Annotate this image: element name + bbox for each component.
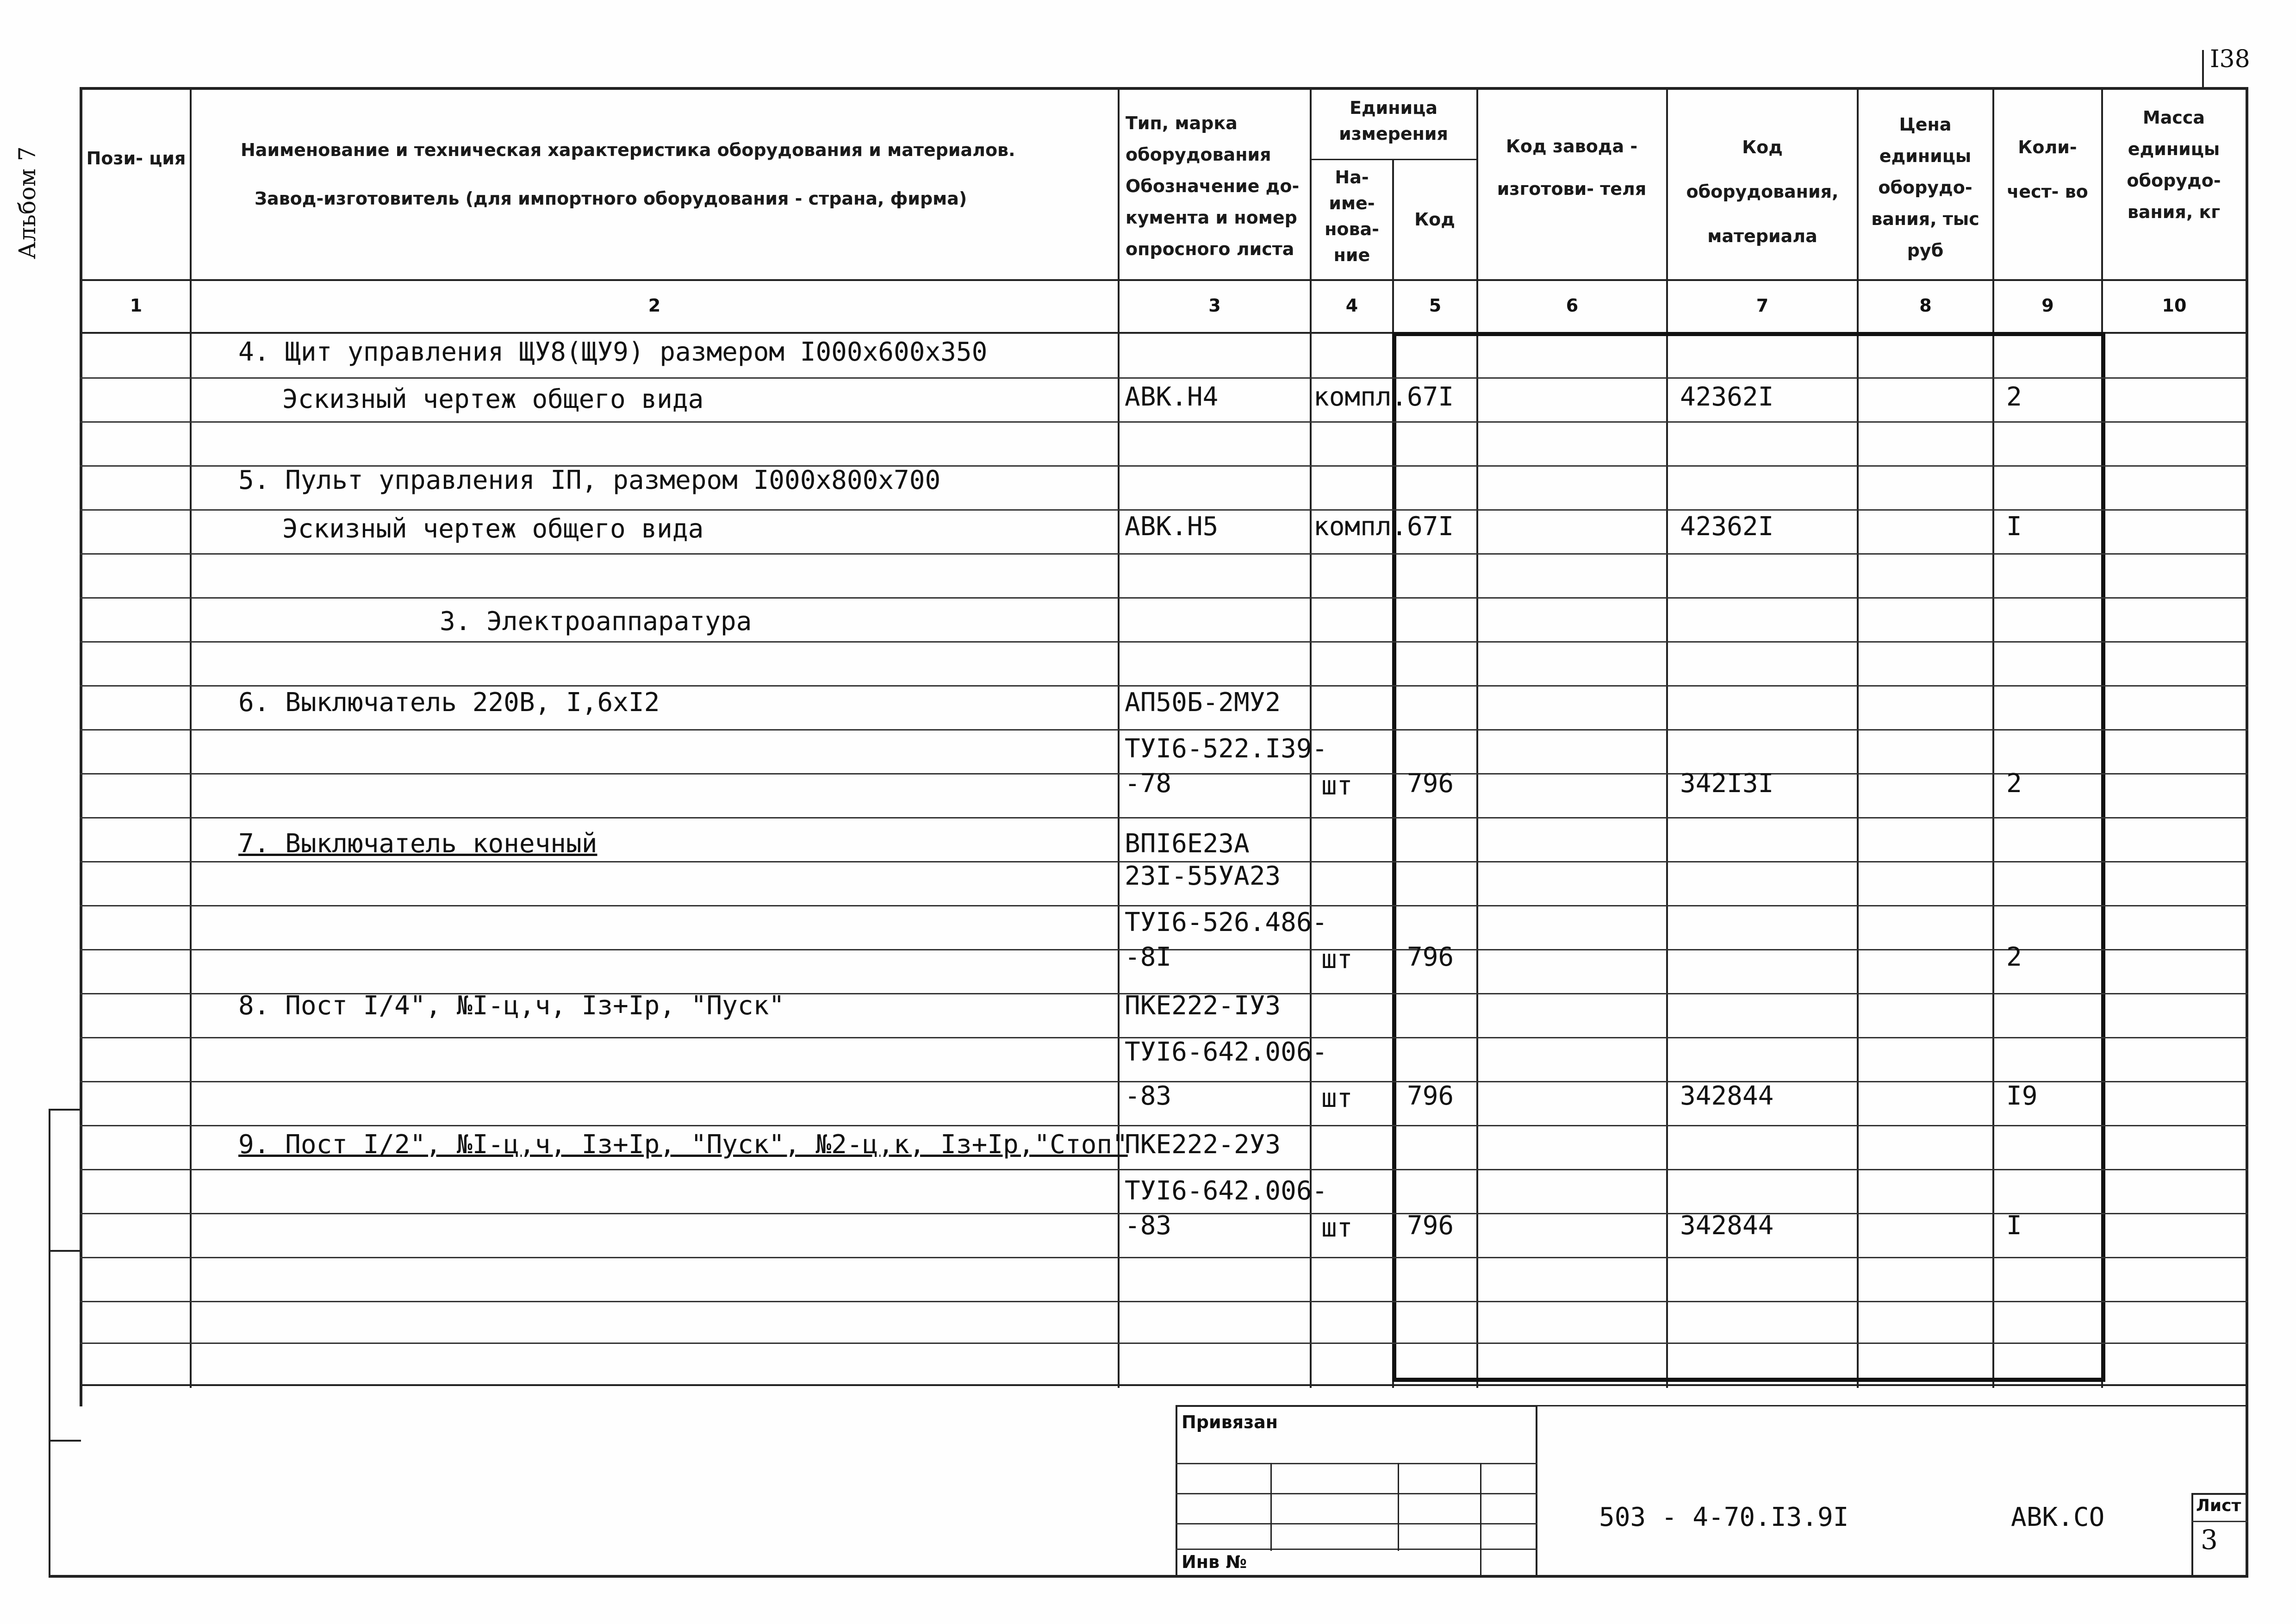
row7-unit: шт bbox=[1321, 944, 1353, 974]
row6-qty: 2 bbox=[2006, 768, 2022, 799]
header-unit-group: Единица измерения bbox=[1339, 98, 1448, 144]
row9-title: 9. Пост I/2", №I-ц,ч, Iз+Iр, "Пуск", №2-ц,к, Iз+Iр,"Стоп" bbox=[238, 1130, 1128, 1160]
row8-type-1: ПКЕ222-IУ3 bbox=[1125, 991, 1281, 1021]
row4-title: 4. Щит управления ЩУ8(ЩУ9) размером I000x600x350 bbox=[238, 337, 988, 367]
colnum-8: 8 bbox=[1919, 295, 1932, 316]
frame-top bbox=[80, 87, 2248, 90]
row-line bbox=[80, 597, 2248, 599]
margin-box-top bbox=[49, 1109, 81, 1111]
row-line bbox=[80, 1125, 2248, 1126]
row4-code: 67I bbox=[1407, 382, 1454, 412]
header-c8: Цена единицы оборудо- вания, тыс руб bbox=[1871, 114, 1979, 261]
row7-type-4: -8I bbox=[1125, 942, 1172, 972]
table-bottom-line bbox=[80, 1384, 2248, 1386]
row9-equip-code: 342844 bbox=[1680, 1211, 1774, 1241]
row-line bbox=[80, 509, 2248, 511]
colnum-4: 4 bbox=[1345, 295, 1358, 316]
row4-unit: компл. bbox=[1313, 382, 1407, 412]
row-line bbox=[80, 421, 2248, 423]
row5-equip-code: 42362I bbox=[1680, 512, 1774, 542]
header-c7: Код оборудования, материала bbox=[1686, 137, 1839, 246]
row4-qty: 2 bbox=[2006, 382, 2022, 412]
header-c6: Код завода - изготови- теля bbox=[1497, 136, 1647, 199]
section-title: 3. Электроаппаратура bbox=[440, 606, 752, 637]
doc-number: 503 - 4-70.I3.9I bbox=[1599, 1502, 1849, 1532]
row5-code: 67I bbox=[1407, 512, 1454, 542]
colnum-7: 7 bbox=[1756, 295, 1769, 316]
row5-title: 5. Пульт управления IП, размером I000x800x700 bbox=[238, 465, 941, 495]
row6-equip-code: 342I3I bbox=[1680, 768, 1774, 799]
stamp-box-vline bbox=[1398, 1463, 1399, 1551]
colnum-3: 3 bbox=[1208, 295, 1221, 316]
margin-left-line bbox=[49, 1109, 50, 1578]
row7-type-1: ВПI6Е23А bbox=[1125, 829, 1250, 859]
margin-box-mid2 bbox=[49, 1440, 81, 1442]
frame-bottom bbox=[49, 1575, 2248, 1578]
row9-type-3: -83 bbox=[1125, 1211, 1172, 1241]
col-line-7 bbox=[1857, 87, 1859, 1388]
col-line-8 bbox=[1992, 87, 1994, 1388]
row7-code: 796 bbox=[1407, 942, 1454, 972]
colnum-2: 2 bbox=[648, 295, 661, 316]
header-c1: Пози- ция bbox=[86, 148, 186, 169]
row-line bbox=[80, 1301, 2248, 1302]
header-c9: Коли- чест- во bbox=[2007, 137, 2088, 202]
row7-type-3: ТУI6-526.486- bbox=[1125, 907, 1328, 937]
row8-type-2: ТУI6-642.006- bbox=[1125, 1037, 1328, 1067]
row-line bbox=[80, 905, 2248, 906]
header-bottom-line bbox=[80, 279, 2248, 281]
row5-qty: I bbox=[2006, 512, 2022, 542]
row-line bbox=[80, 1169, 2248, 1170]
header-c2a: Наименование и техническая характеристика оборудования и материалов. bbox=[241, 140, 1015, 160]
colnum-1: 1 bbox=[130, 295, 143, 316]
stamp-box-line bbox=[1176, 1549, 1537, 1550]
colnum-5: 5 bbox=[1429, 295, 1442, 316]
row9-qty: I bbox=[2006, 1211, 2022, 1241]
row8-code: 796 bbox=[1407, 1081, 1454, 1111]
row5-unit: компл. bbox=[1313, 512, 1407, 542]
row-line bbox=[80, 641, 2248, 643]
row8-unit: шт bbox=[1321, 1083, 1353, 1113]
row-line bbox=[80, 377, 2248, 379]
row7-title: 7. Выключатель конечный bbox=[238, 829, 597, 859]
row9-type-2: ТУI6-642.006- bbox=[1125, 1176, 1328, 1206]
stamp-privyazan: Привязан bbox=[1182, 1412, 1278, 1432]
row-line bbox=[80, 729, 2248, 731]
row6-code: 796 bbox=[1407, 768, 1454, 799]
row9-unit: шт bbox=[1321, 1213, 1353, 1243]
row7-qty: 2 bbox=[2006, 942, 2022, 972]
frame-right bbox=[2246, 87, 2248, 1578]
stamp-box-vline bbox=[1480, 1463, 1481, 1578]
stamp-box-line bbox=[1176, 1523, 1537, 1524]
stamp-box-top bbox=[1176, 1405, 1537, 1407]
row6-type-1: АП50Б-2МУ2 bbox=[1125, 687, 1281, 718]
row6-type-3: -78 bbox=[1125, 768, 1172, 799]
row4-equip-code: 42362I bbox=[1680, 382, 1774, 412]
row6-unit: шт bbox=[1321, 771, 1353, 801]
header-c3: Тип, марка оборудования Обозначение до- кумента и номер опросного листа bbox=[1126, 113, 1300, 259]
row6-type-2: ТУI6-522.I39- bbox=[1125, 734, 1328, 764]
row8-qty: I9 bbox=[2006, 1081, 2038, 1111]
col-line-2 bbox=[1118, 87, 1120, 1388]
row-line bbox=[80, 1257, 2248, 1258]
stamp-inv-no: Инв № bbox=[1182, 1552, 1247, 1572]
thick-top bbox=[1392, 332, 2105, 336]
row6-title: 6. Выключатель 220В, I,6xI2 bbox=[238, 687, 660, 718]
album-label: Альбом 7 bbox=[14, 146, 41, 259]
list-number: 3 bbox=[2201, 1524, 2218, 1555]
row-line bbox=[80, 817, 2248, 818]
row4-type: АВК.Н4 bbox=[1125, 382, 1219, 412]
colnum-9: 9 bbox=[2041, 295, 2054, 316]
thick-bottom bbox=[1392, 1378, 2105, 1382]
stamp-box-right bbox=[1536, 1405, 1537, 1578]
list-box-mid bbox=[2191, 1521, 2248, 1522]
row4-sub: Эскизный чертеж общего вида bbox=[282, 384, 704, 414]
col-line-6 bbox=[1666, 87, 1668, 1388]
row8-title: 8. Пост I/4", №I-ц,ч, Iз+Iр, "Пуск" bbox=[238, 991, 785, 1021]
header-c4: На- име- нова- ние bbox=[1325, 167, 1379, 265]
list-box-left bbox=[2191, 1493, 2193, 1578]
row7-type-2: 23I-55УА23 bbox=[1125, 861, 1281, 891]
stamp-box-vline bbox=[1270, 1463, 1272, 1551]
row5-sub: Эскизный чертеж общего вида bbox=[282, 514, 704, 544]
list-box-top bbox=[2191, 1493, 2248, 1495]
col-line-1 bbox=[190, 87, 192, 1388]
row9-type-1: ПКЕ222-2У3 bbox=[1125, 1130, 1281, 1160]
sheet-number-top: I38 bbox=[2210, 45, 2250, 73]
stamp-box-line bbox=[1176, 1493, 1537, 1494]
title-block-top bbox=[1536, 1405, 2248, 1406]
row-line bbox=[80, 553, 2248, 555]
row-line bbox=[80, 1343, 2248, 1344]
header-c2b: Завод-изготовитель (для импортного оборудования - страна, фирма) bbox=[255, 188, 967, 209]
margin-box-mid1 bbox=[49, 1250, 81, 1252]
header-c5: Код bbox=[1414, 209, 1455, 230]
frame-left bbox=[80, 87, 82, 1406]
row8-type-3: -83 bbox=[1125, 1081, 1172, 1111]
row8-equip-code: 342844 bbox=[1680, 1081, 1774, 1111]
colnum-6: 6 bbox=[1566, 295, 1579, 316]
colnum-10: 10 bbox=[2162, 295, 2187, 316]
stamp-box-left bbox=[1176, 1405, 1177, 1578]
thick-left bbox=[1392, 332, 1396, 1382]
doc-code: АВК.СО bbox=[2011, 1502, 2105, 1532]
row9-code: 796 bbox=[1407, 1211, 1454, 1241]
list-label: Лист bbox=[2196, 1496, 2241, 1515]
header-c10: Масса единицы оборудо- вания, кг bbox=[2127, 107, 2221, 222]
col-line-5 bbox=[1476, 87, 1478, 1388]
sheet-number-divider bbox=[2202, 50, 2204, 88]
thick-right bbox=[2101, 332, 2105, 1382]
stamp-box-line bbox=[1176, 1463, 1537, 1464]
row-line bbox=[80, 685, 2248, 687]
row5-type: АВК.Н5 bbox=[1125, 512, 1219, 542]
